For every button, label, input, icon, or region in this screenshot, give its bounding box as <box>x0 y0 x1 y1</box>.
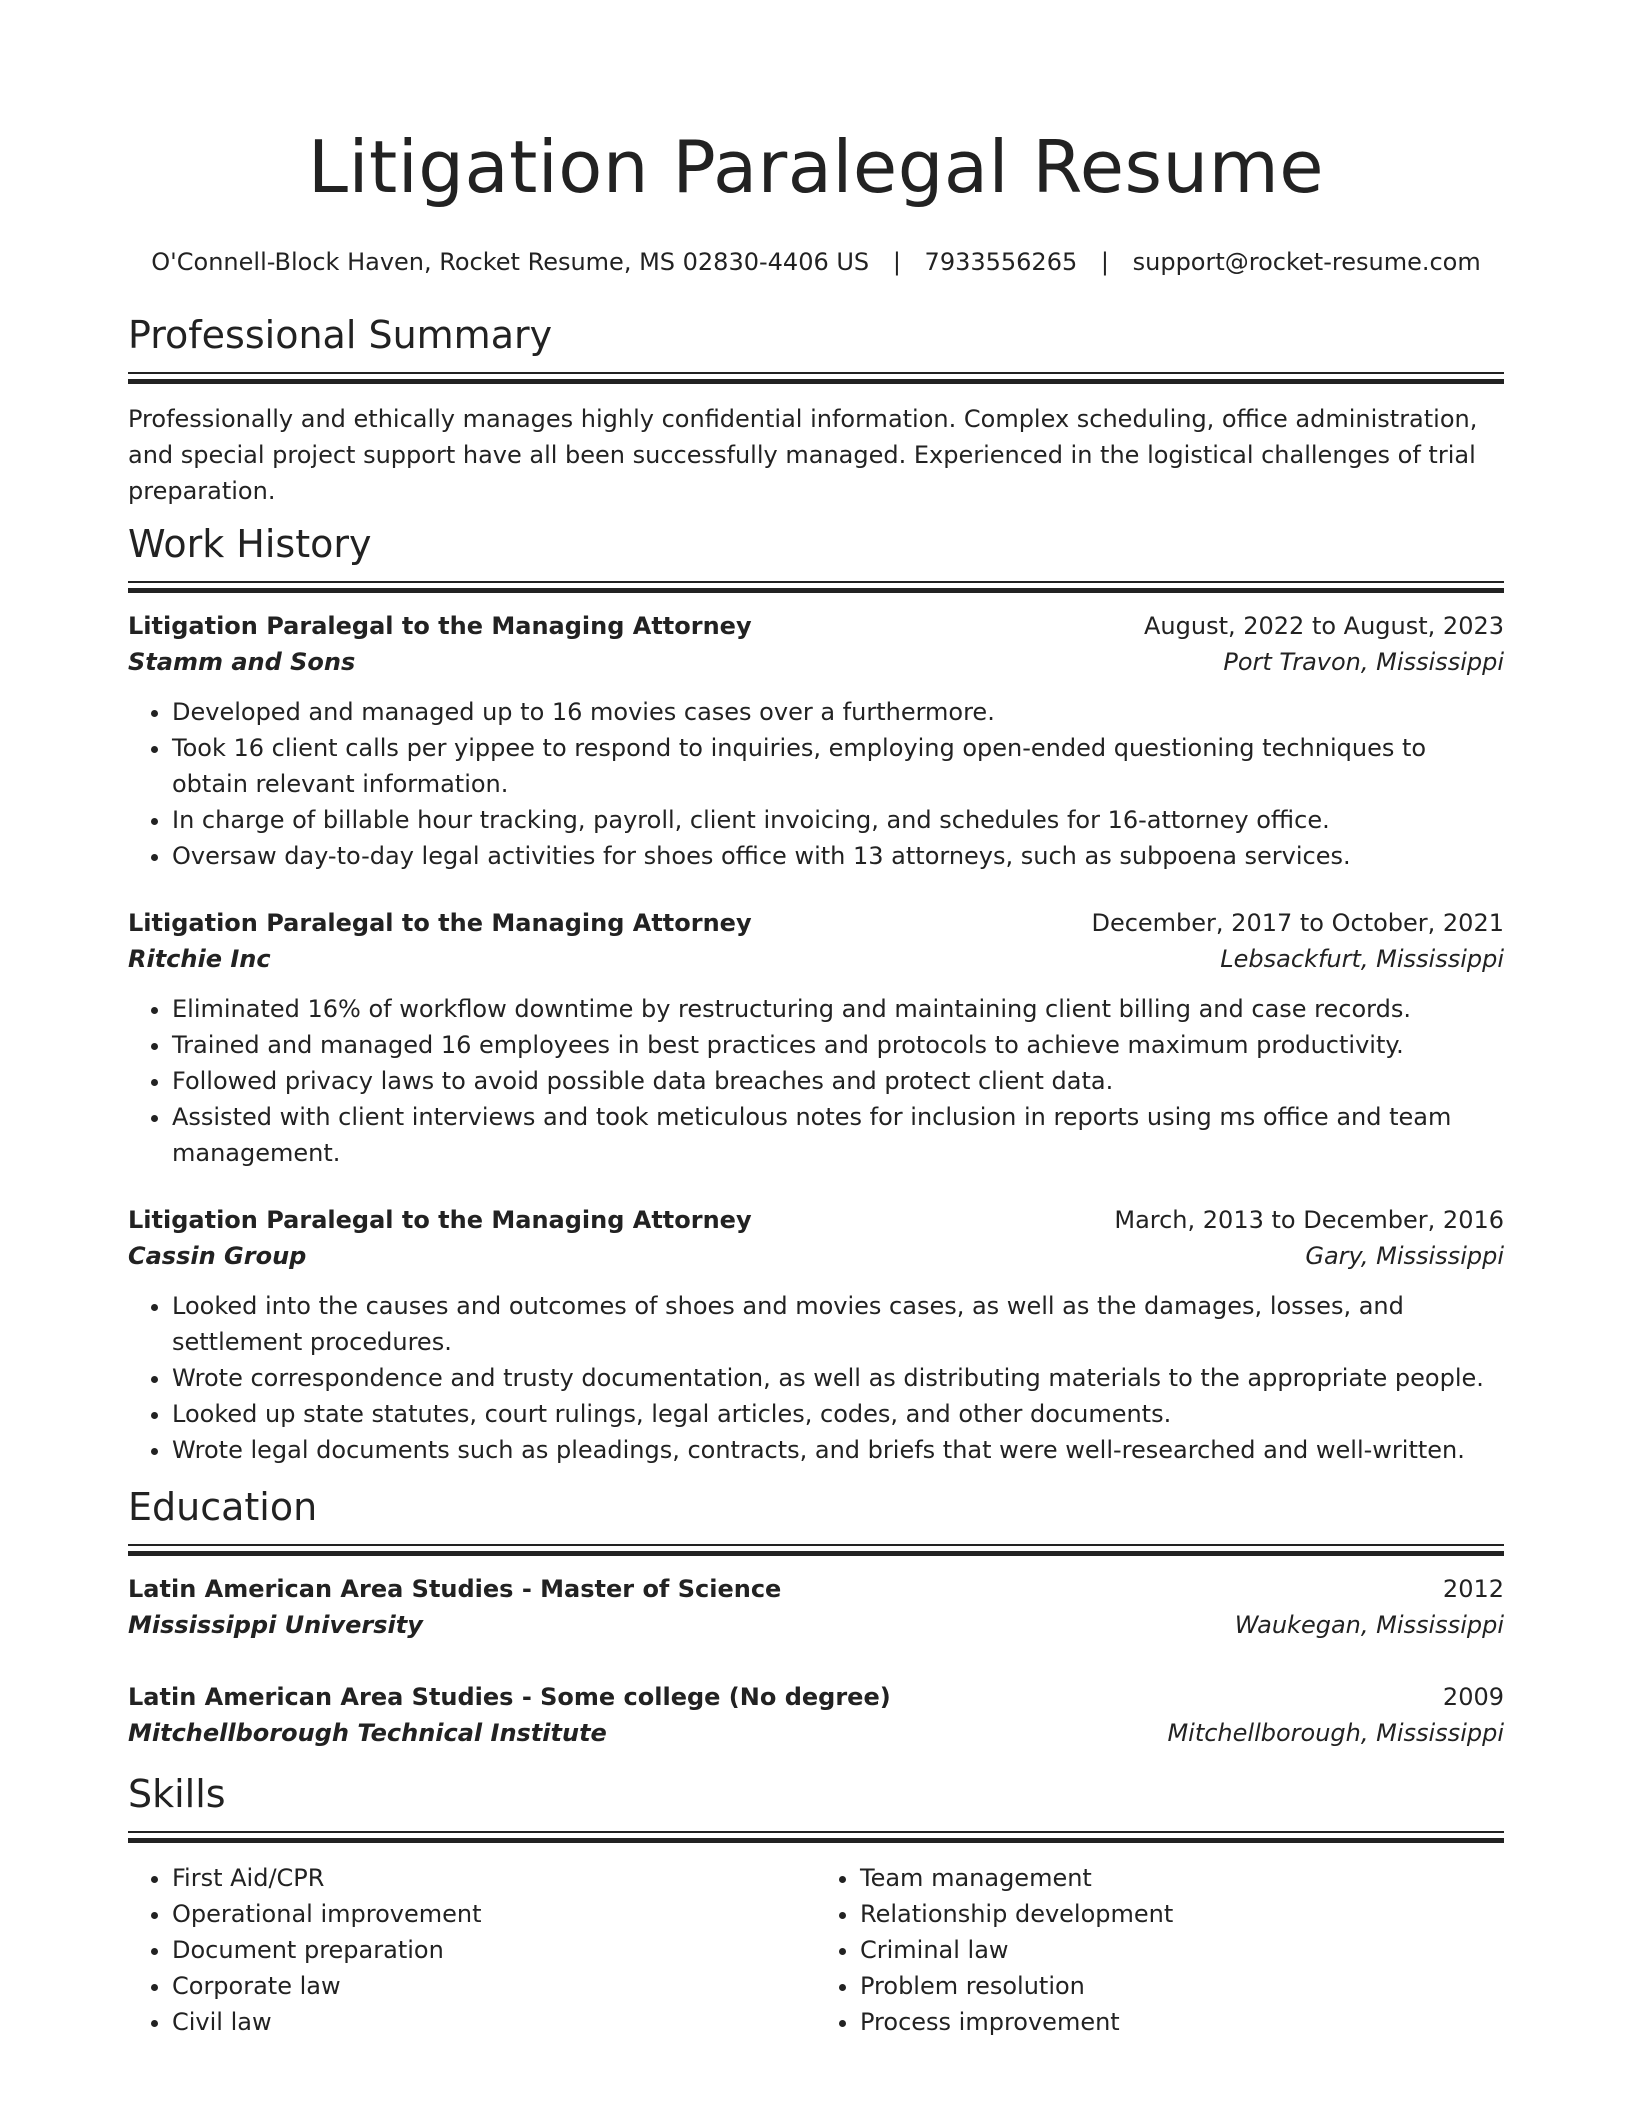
skill-item: • Relationship development <box>860 1896 1504 1932</box>
education-school-row <box>128 1607 1504 1643</box>
skills-columns <box>128 1860 1504 2040</box>
list-item: • Took 16 client calls per yippee to respond to inquiries, employing open-ended questioning techniques to obtain relevant information. <box>172 730 1504 802</box>
skills-section <box>128 1771 1504 2040</box>
education-degree: Latin American Area Studies - Some college (No degree) <box>128 1683 891 1711</box>
list-item: • Oversaw day-to-day legal activities for shoes office with 13 attorneys, such as subpoena services. <box>172 838 1504 874</box>
section-heading: Skills <box>128 1772 226 1816</box>
job-header-row <box>128 1202 1504 1238</box>
skill-item: • Team management <box>860 1860 1504 1896</box>
education-header-row <box>128 1679 1504 1715</box>
contact-separator: | <box>892 248 901 276</box>
section-heading: Education <box>128 1485 318 1529</box>
job-bullets <box>128 694 1504 874</box>
job-location: Port Travon, Mississippi <box>1223 648 1504 676</box>
list-item: • Wrote legal documents such as pleadings, contracts, and briefs that were well-researched and well-written. <box>172 1432 1504 1468</box>
job-dates: December, 2017 to October, 2021 <box>1091 909 1504 937</box>
section-divider <box>128 1831 1504 1844</box>
job-company: Ritchie Inc <box>128 945 271 973</box>
resume-page <box>128 0 1504 2040</box>
list-item: • Eliminated 16% of workflow downtime by restructuring and maintaining client billing and case records. <box>172 991 1504 1027</box>
job-company-row <box>128 644 1504 680</box>
contact-address: O'Connell-Block Haven, Rocket Resume, MS 02830-4406 US <box>151 248 870 276</box>
contact-separator: | <box>1100 248 1109 276</box>
list-item: • Looked up state statutes, court rulings, legal articles, codes, and other documents. <box>172 1396 1504 1432</box>
education-section <box>128 1484 1504 1751</box>
skill-item: • Process improvement <box>860 2004 1504 2040</box>
section-divider <box>128 1544 1504 1557</box>
list-item: • Looked into the causes and outcomes of shoes and movies cases, as well as the damages, losses, and settlement procedures. <box>172 1288 1504 1360</box>
job-entry <box>128 905 1504 1171</box>
summary-section <box>128 312 1504 509</box>
job-location: Gary, Mississippi <box>1305 1242 1504 1270</box>
education-school-row <box>128 1715 1504 1751</box>
skill-item: • Problem resolution <box>860 1968 1504 2004</box>
contact-phone: 7933556265 <box>924 248 1078 276</box>
skill-item: • First Aid/CPR <box>172 1860 816 1896</box>
job-bullets <box>128 991 1504 1171</box>
work-history-section <box>128 521 1504 1468</box>
section-divider <box>128 581 1504 594</box>
education-entry <box>128 1571 1504 1643</box>
education-header-row <box>128 1571 1504 1607</box>
section-divider <box>128 372 1504 385</box>
skill-item: • Operational improvement <box>172 1896 816 1932</box>
job-title: Litigation Paralegal to the Managing Attorney <box>128 612 752 640</box>
list-item: • Assisted with client interviews and took meticulous notes for inclusion in reports using ms office and team management. <box>172 1099 1504 1171</box>
job-header-row <box>128 905 1504 941</box>
job-company: Stamm and Sons <box>128 648 356 676</box>
contact-email[interactable]: support@rocket-resume.com <box>1132 248 1481 276</box>
education-entry <box>128 1679 1504 1751</box>
skill-item: • Criminal law <box>860 1932 1504 1968</box>
section-heading: Professional Summary <box>128 313 553 357</box>
education-year: 2009 <box>1442 1683 1504 1711</box>
job-location: Lebsackfurt, Mississippi <box>1220 945 1504 973</box>
education-degree: Latin American Area Studies - Master of Science <box>128 1575 782 1603</box>
education-year: 2012 <box>1442 1575 1504 1603</box>
education-school: Mitchellborough Technical Institute <box>128 1719 607 1747</box>
list-item: • Trained and managed 16 employees in best practices and protocols to achieve maximum productivity. <box>172 1027 1504 1063</box>
education-location: Waukegan, Mississippi <box>1234 1611 1504 1639</box>
list-item: • Wrote correspondence and trusty documentation, as well as distributing materials to the appropriate people. <box>172 1360 1504 1396</box>
skill-item: • Document preparation <box>172 1932 816 1968</box>
education-school: Mississippi University <box>128 1611 423 1639</box>
skills-list-right <box>816 1860 1504 2040</box>
skills-list-left <box>128 1860 816 2040</box>
section-heading: Work History <box>128 522 372 566</box>
skill-item: • Corporate law <box>172 1968 816 2004</box>
resume-title: Litigation Paralegal Resume <box>307 125 1325 209</box>
job-company: Cassin Group <box>128 1242 307 1270</box>
list-item: • In charge of billable hour tracking, payroll, client invoicing, and schedules for 16-attorney office. <box>172 802 1504 838</box>
job-entry <box>128 608 1504 874</box>
job-company-row <box>128 1238 1504 1274</box>
job-dates: August, 2022 to August, 2023 <box>1144 612 1504 640</box>
skill-item: • Civil law <box>172 2004 816 2040</box>
summary-text: Professionally and ethically manages highly confidential information. Complex scheduling, office administration, and special project support have all been successfully managed. Experienced in the logistical challenges of trial preparation. <box>128 405 1478 505</box>
job-header-row <box>128 608 1504 644</box>
job-title: Litigation Paralegal to the Managing Attorney <box>128 909 752 937</box>
list-item: • Followed privacy laws to avoid possible data breaches and protect client data. <box>172 1063 1504 1099</box>
job-entry <box>128 1202 1504 1468</box>
job-bullets <box>128 1288 1504 1468</box>
list-item: • Developed and managed up to 16 movies cases over a furthermore. <box>172 694 1504 730</box>
job-dates: March, 2013 to December, 2016 <box>1114 1206 1504 1234</box>
job-title: Litigation Paralegal to the Managing Attorney <box>128 1206 752 1234</box>
contact-line <box>128 246 1504 278</box>
education-location: Mitchellborough, Mississippi <box>1167 1719 1504 1747</box>
job-company-row <box>128 941 1504 977</box>
